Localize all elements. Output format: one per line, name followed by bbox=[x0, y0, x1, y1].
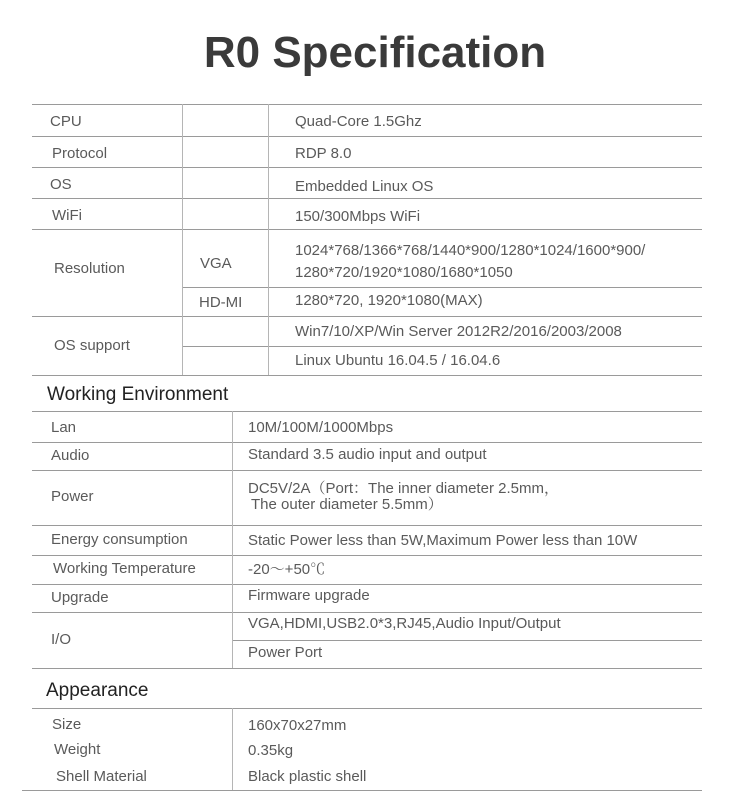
env-value-energy: Static Power less than 5W,Maximum Power less than 10W bbox=[248, 532, 638, 549]
env-value-audio: Standard 3.5 audio input and output bbox=[248, 446, 487, 463]
divider bbox=[32, 525, 702, 526]
spec-label-resolution: Resolution bbox=[54, 260, 125, 277]
env-value-power-line1: DC5V/2A（Port：The inner diameter 2.5mm， bbox=[248, 480, 559, 497]
spec-label-os-support: OS support bbox=[54, 337, 130, 354]
divider bbox=[32, 584, 702, 585]
spec-label-wifi: WiFi bbox=[52, 207, 82, 224]
spec-value-wifi: 150/300Mbps WiFi bbox=[295, 208, 421, 225]
divider bbox=[32, 668, 702, 669]
env-label-io: I/O bbox=[51, 631, 72, 648]
env-value-io-1: VGA,HDMI,USB2.0*3,RJ45,Audio Input/Output bbox=[248, 615, 561, 632]
divider bbox=[232, 640, 702, 641]
appearance-label-size: Size bbox=[52, 716, 82, 733]
spec-label-os: OS bbox=[50, 176, 72, 193]
appearance-value-shell: Black plastic shell bbox=[248, 768, 367, 785]
env-label-lan: Lan bbox=[51, 419, 77, 436]
divider bbox=[32, 229, 702, 230]
divider bbox=[32, 316, 702, 317]
divider bbox=[32, 198, 702, 199]
divider bbox=[32, 167, 702, 168]
appearance-label-shell: Shell Material bbox=[56, 768, 147, 785]
divider bbox=[32, 612, 702, 613]
column-divider bbox=[268, 104, 269, 375]
spec-value-os-support-1: Win7/10/XP/Win Server 2012R2/2016/2003/2008 bbox=[295, 323, 622, 340]
section-heading-working-environment: Working Environment bbox=[47, 384, 229, 405]
appearance-label-weight: Weight bbox=[54, 741, 101, 758]
spec-value-protocol: RDP 8.0 bbox=[295, 145, 352, 162]
env-value-temperature: -20～+50℃ bbox=[248, 561, 326, 578]
spec-value-cpu: Quad-Core 1.5Ghz bbox=[295, 113, 422, 130]
appearance-value-weight: 0.35kg bbox=[248, 742, 294, 759]
divider bbox=[32, 411, 702, 412]
section-heading-appearance: Appearance bbox=[46, 680, 149, 701]
divider bbox=[32, 375, 702, 376]
spec-value-vga-line1: 1024*768/1366*768/1440*900/1280*1024/1600*900/ bbox=[295, 242, 646, 259]
spec-value-os-support-2: Linux Ubuntu 16.04.5 / 16.04.6 bbox=[295, 352, 501, 369]
divider bbox=[182, 346, 702, 347]
divider bbox=[32, 104, 702, 105]
spec-value-vga-line2: 1280*720/1920*1080/1680*1050 bbox=[295, 264, 513, 281]
spec-sublabel-hdmi: HD-MI bbox=[199, 294, 243, 311]
env-value-lan: 10M/100M/1000Mbps bbox=[248, 419, 394, 436]
divider bbox=[32, 442, 702, 443]
divider bbox=[32, 470, 702, 471]
env-label-audio: Audio bbox=[51, 447, 90, 464]
spec-value-hdmi: 1280*720, 1920*1080(MAX) bbox=[295, 292, 483, 309]
spec-sublabel-vga: VGA bbox=[200, 255, 232, 272]
divider bbox=[22, 790, 702, 791]
spec-value-os: Embedded Linux OS bbox=[295, 178, 434, 195]
page-title: R0 Specification bbox=[203, 28, 547, 77]
divider bbox=[32, 708, 702, 709]
env-value-io-2: Power Port bbox=[248, 644, 323, 661]
env-value-upgrade: Firmware upgrade bbox=[248, 587, 370, 604]
column-divider bbox=[182, 104, 183, 375]
env-value-power-line2: The outer diameter 5.5mm） bbox=[251, 496, 443, 513]
env-label-temperature: Working Temperature bbox=[53, 560, 196, 577]
divider bbox=[182, 287, 702, 288]
env-label-power: Power bbox=[51, 488, 94, 505]
divider bbox=[32, 136, 702, 137]
env-label-energy: Energy consumption bbox=[51, 531, 188, 548]
column-divider bbox=[232, 708, 233, 790]
appearance-value-size: 160x70x27mm bbox=[248, 717, 347, 734]
column-divider bbox=[232, 411, 233, 668]
divider bbox=[32, 555, 702, 556]
env-label-upgrade: Upgrade bbox=[51, 589, 109, 606]
spec-label-cpu: CPU bbox=[50, 113, 82, 130]
spec-label-protocol: Protocol bbox=[52, 145, 108, 162]
